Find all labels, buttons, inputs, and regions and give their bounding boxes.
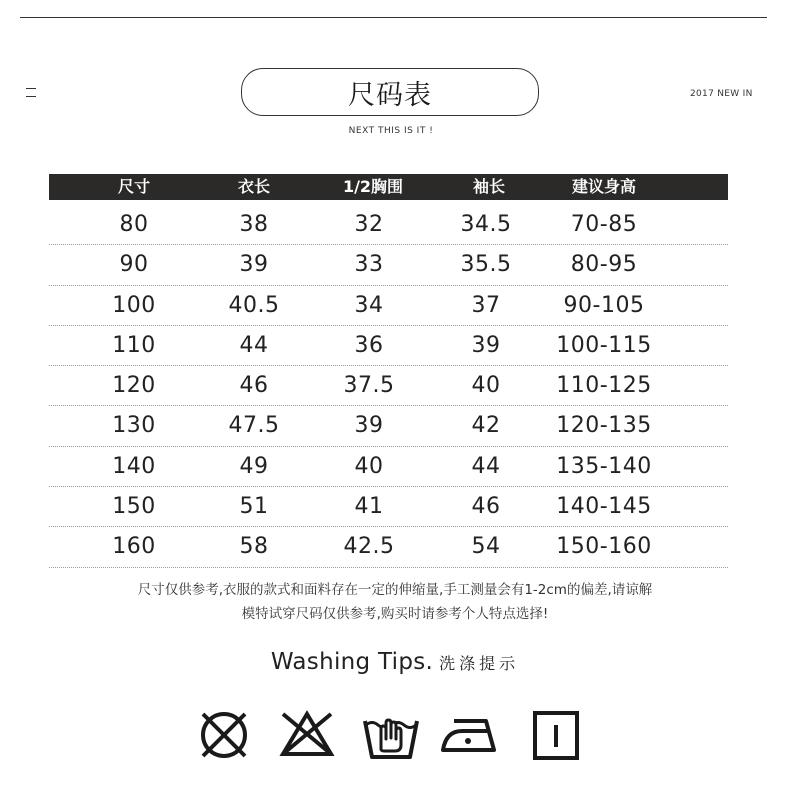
table-cell: 46: [239, 373, 269, 399]
table-cell: 120-135: [556, 413, 652, 439]
column-header: 尺寸: [117, 177, 151, 196]
table-cell: 140-145: [556, 494, 652, 520]
washing-tips-title: [0, 649, 790, 675]
table-cell: 49: [239, 453, 269, 479]
table-cell: 51: [239, 494, 269, 520]
table-row: [49, 447, 728, 487]
table-cell: 80-95: [570, 252, 638, 278]
table-cell: 110: [112, 332, 156, 358]
size-table-body: [49, 205, 728, 568]
table-cell: 140: [112, 453, 156, 479]
washing-tips-cn: 洗涤提示: [439, 654, 520, 673]
table-cell: 38: [239, 212, 269, 237]
table-cell: 110-125: [556, 373, 652, 399]
table-row: [49, 205, 728, 245]
new-in-badge: 2017 NEW IN: [690, 89, 753, 99]
table-cell: 39: [354, 413, 384, 439]
do-not-bleach-icon: [278, 705, 336, 763]
table-cell: 40: [471, 373, 501, 399]
table-cell: 35.5: [460, 252, 512, 278]
table-cell: 40: [354, 453, 384, 479]
table-cell: 90-105: [563, 292, 645, 318]
table-row: [49, 527, 728, 567]
table-cell: 90: [119, 252, 149, 278]
table-cell: 34.5: [460, 212, 512, 237]
table-cell: 150-160: [556, 534, 652, 560]
table-row: [49, 487, 728, 527]
table-cell: 39: [471, 332, 501, 358]
size-table-header: [49, 174, 728, 200]
table-cell: 32: [354, 212, 384, 237]
table-cell: 70-85: [570, 212, 638, 237]
table-row: [49, 326, 728, 366]
table-row: [49, 366, 728, 406]
column-header: 袖长: [472, 177, 506, 196]
table-cell: 130: [112, 413, 156, 439]
page-subtitle: NEXT THIS IS IT !: [348, 126, 434, 136]
table-cell: 80: [119, 212, 149, 237]
table-cell: 54: [471, 534, 501, 560]
table-cell: 37: [471, 292, 501, 318]
table-cell: 42: [471, 413, 501, 439]
table-cell: 44: [471, 453, 501, 479]
size-note: 尺寸仅供参考,衣服的款式和面料存在一定的伸缩量,手工测量会有1-2cm的偏差,请谅解: [137, 582, 653, 598]
table-cell: 120: [112, 373, 156, 399]
table-cell: 44: [239, 332, 269, 358]
washing-tips-en: Washing Tips.: [270, 649, 434, 675]
column-header: 衣长: [237, 177, 271, 196]
page-title: 尺码表: [241, 68, 539, 116]
table-cell: 47.5: [228, 413, 280, 439]
table-cell: 100: [112, 292, 156, 318]
hand-wash-icon: [362, 705, 420, 763]
table-cell: 160: [112, 534, 156, 560]
menu-icon: [26, 88, 36, 97]
model-note: 模特试穿尺码仅供参考,购买时请参考个人特点选择!: [241, 606, 549, 622]
table-cell: 100-115: [556, 332, 652, 358]
table-cell: 40.5: [228, 292, 280, 318]
table-row: [49, 406, 728, 446]
table-row: [49, 245, 728, 285]
table-row: [49, 286, 728, 326]
line-dry-icon: [528, 705, 586, 763]
table-cell: 42.5: [343, 534, 395, 560]
table-cell: 34: [354, 292, 384, 318]
table-cell: 37.5: [343, 373, 395, 399]
column-header: 建议身高: [571, 177, 637, 196]
table-cell: 36: [354, 332, 384, 358]
table-cell: 135-140: [556, 453, 652, 479]
table-cell: 150: [112, 494, 156, 520]
column-header: 1/2胸围: [342, 177, 404, 196]
table-cell: 58: [239, 534, 269, 560]
table-cell: 39: [239, 252, 269, 278]
table-cell: 46: [471, 494, 501, 520]
do-not-wash-icon: [195, 705, 253, 763]
top-rule: [20, 17, 767, 18]
iron-low-icon: [440, 705, 498, 763]
table-cell: 41: [354, 494, 384, 520]
table-cell: 33: [354, 252, 384, 278]
